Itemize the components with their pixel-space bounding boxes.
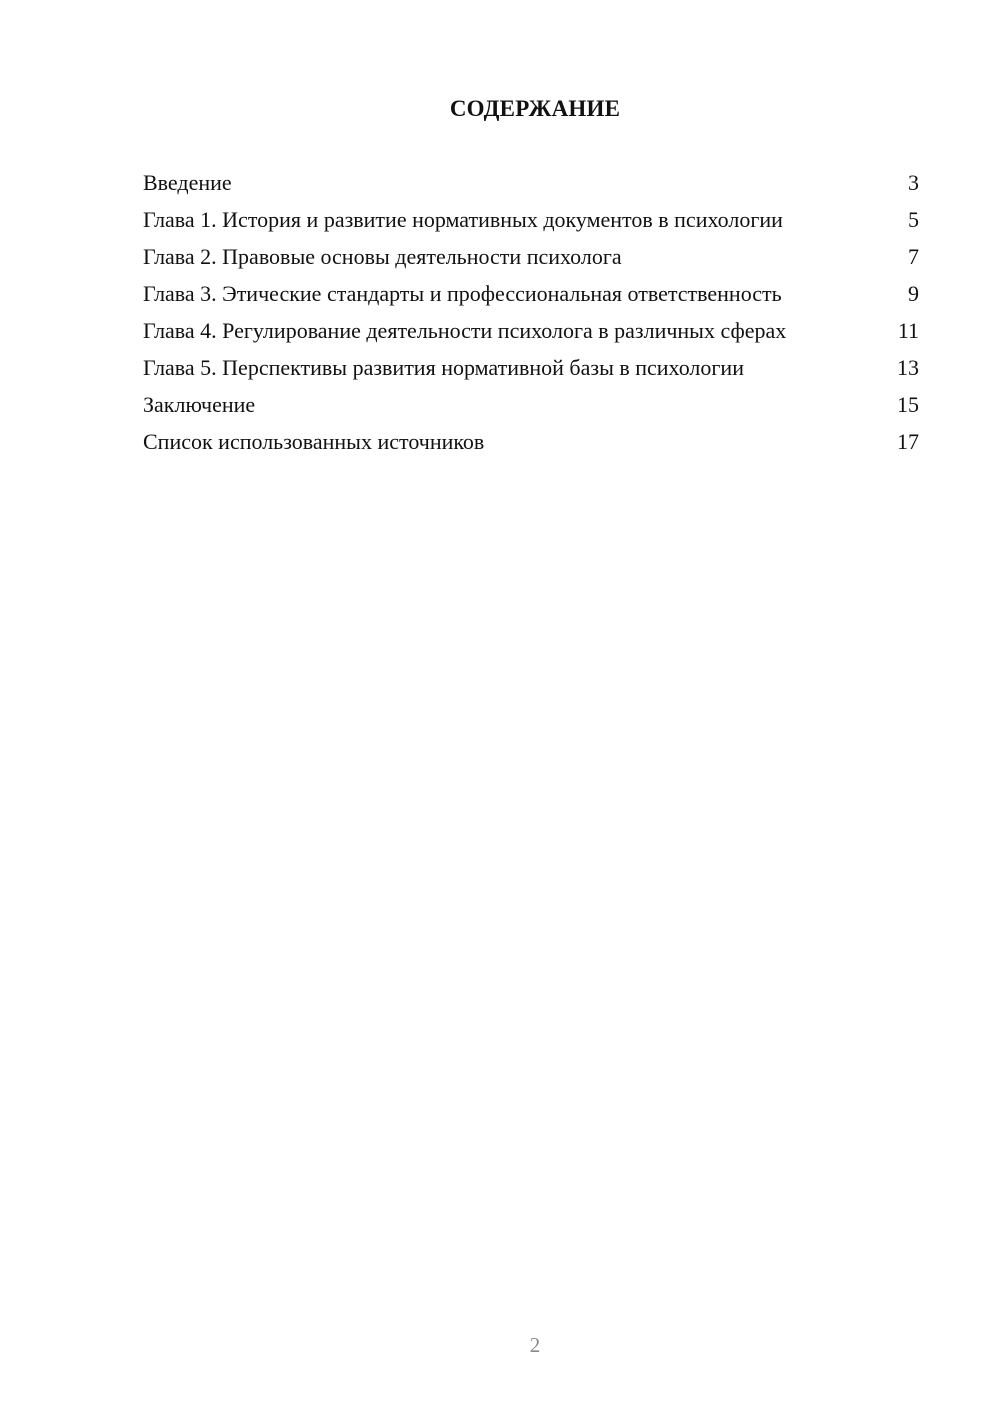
toc-entry-chapter-1[interactable] [143, 207, 919, 233]
toc-entry-references[interactable] [143, 429, 919, 455]
toc-entry-text: Глава 2. Правовые основы деятельности психолога [143, 244, 622, 269]
toc-entry-page: 15 [897, 392, 919, 417]
toc-entry-chapter-4[interactable] [143, 318, 919, 344]
toc-entry-text: Глава 4. Регулирование деятельности психолога в различных сферах [143, 318, 787, 343]
toc-entry-text: Список использованных источников [143, 429, 485, 454]
toc-entry-page: 13 [897, 355, 919, 380]
toc-entry-conclusion[interactable] [143, 392, 919, 418]
toc-entry-text: Заключение [143, 392, 256, 417]
page-title: СОДЕРЖАНИЕ [449, 96, 621, 121]
toc-entry-page: 9 [908, 281, 919, 306]
toc-entry-text: Глава 5. Перспективы развития нормативной базы в психологии [143, 355, 744, 380]
toc-entry-page: 17 [897, 429, 919, 454]
toc-entry-chapter-2[interactable] [143, 244, 919, 270]
toc-entry-text: Введение [143, 170, 232, 195]
toc-entry-page: 11 [897, 318, 919, 343]
toc-entry-introduction[interactable] [143, 170, 919, 196]
toc-entry-chapter-3[interactable] [143, 281, 919, 307]
toc-entry-text: Глава 1. История и развитие нормативных документов в психологии [143, 207, 783, 232]
page-number: 2 [529, 1333, 541, 1357]
toc-entry-chapter-5[interactable] [143, 355, 919, 381]
toc-entry-page: 7 [908, 244, 919, 269]
toc-entry-text: Глава 3. Этические стандарты и профессиональная ответственность [143, 281, 782, 306]
table-of-contents [143, 170, 919, 466]
toc-entry-page: 3 [908, 170, 919, 195]
toc-entry-page: 5 [908, 207, 919, 232]
